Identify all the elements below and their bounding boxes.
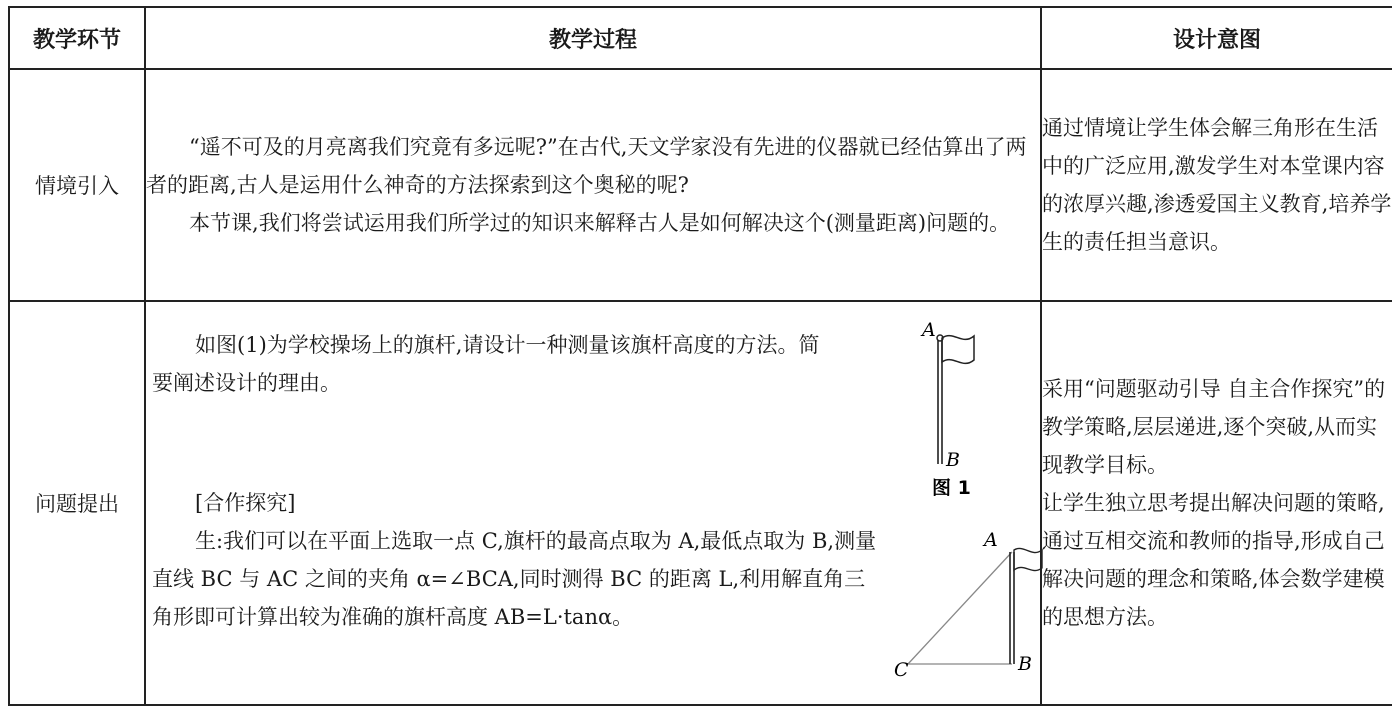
table-row [9,301,1392,705]
figure2-label-c: C [894,659,909,681]
figure1-caption: 图 1 [932,477,971,496]
header-intent: 设计意图 [1041,7,1392,69]
intent-cell [1041,69,1392,301]
figure1-label-a: A [922,319,936,341]
figure2-label-a: A [984,529,998,551]
intent-paragraph: 通过情境让学生体会解三角形在生活中的广泛应用,激发学生对本堂课内容的浓厚兴趣,渗透爱国主义教育,培养学生的责任担当意识。 [1042,116,1392,254]
process-paragraph: 本节课,我们将尝试运用我们所学过的知识来解释古人是如何解决这个(测量距离)问题的。 [189,211,1011,235]
process-cell [145,69,1041,301]
cooperation-heading: [合作探究] [195,491,296,515]
table-row [9,69,1392,301]
header-process: 教学过程 [145,7,1041,69]
triangle-figure [876,524,1046,686]
intent-cell [1041,301,1392,705]
process-cell [145,301,1041,705]
header-stage: 教学环节 [9,7,145,69]
flagpole-figure [918,316,1018,496]
intent-paragraph: 让学生独立思考提出解决问题的策略,通过互相交流和教师的指导,形成自己解决问题的理念和策略,体会数学建模的思想方法。 [1042,491,1385,629]
flag-icon [942,336,974,364]
flag-icon [1014,548,1042,570]
figure1-label-b: B [946,449,960,471]
stage-cell: 问题提出 [9,301,145,705]
stage-cell: 情境引入 [9,69,145,301]
process-paragraph: “遥不可及的月亮离我们究竟有多远呢?”在古代,天文学家没有先进的仪器就已经估算出了两者的距离,古人是运用什么神奇的方法探索到这个奥秘的呢? [146,135,1027,197]
cooperation-paragraph: 生:我们可以在平面上选取一点 C,旗杆的最高点取为 A,最低点取为 B,测量直线 BC 与 AC 之间的夹角 α=∠BCA,同时测得 BC 的距离 L,利用解直角三角形即可计算出较为准确的旗杆高度 AB=L·tanα。 [152,529,877,629]
question-block [152,326,832,402]
header-row [9,7,1392,69]
cooperation-block [152,484,884,636]
lesson-plan-table [8,6,1392,706]
figure2-label-b: B [1018,653,1032,675]
intent-paragraph: 采用“问题驱动引导 自主合作探究”的教学策略,层层递进,逐个突破,从而实现教学目标。 [1042,377,1386,477]
question-paragraph: 如图(1)为学校操场上的旗杆,请设计一种测量该旗杆高度的方法。简要阐述设计的理由。 [152,333,820,395]
hypotenuse-line-icon [908,552,1012,664]
